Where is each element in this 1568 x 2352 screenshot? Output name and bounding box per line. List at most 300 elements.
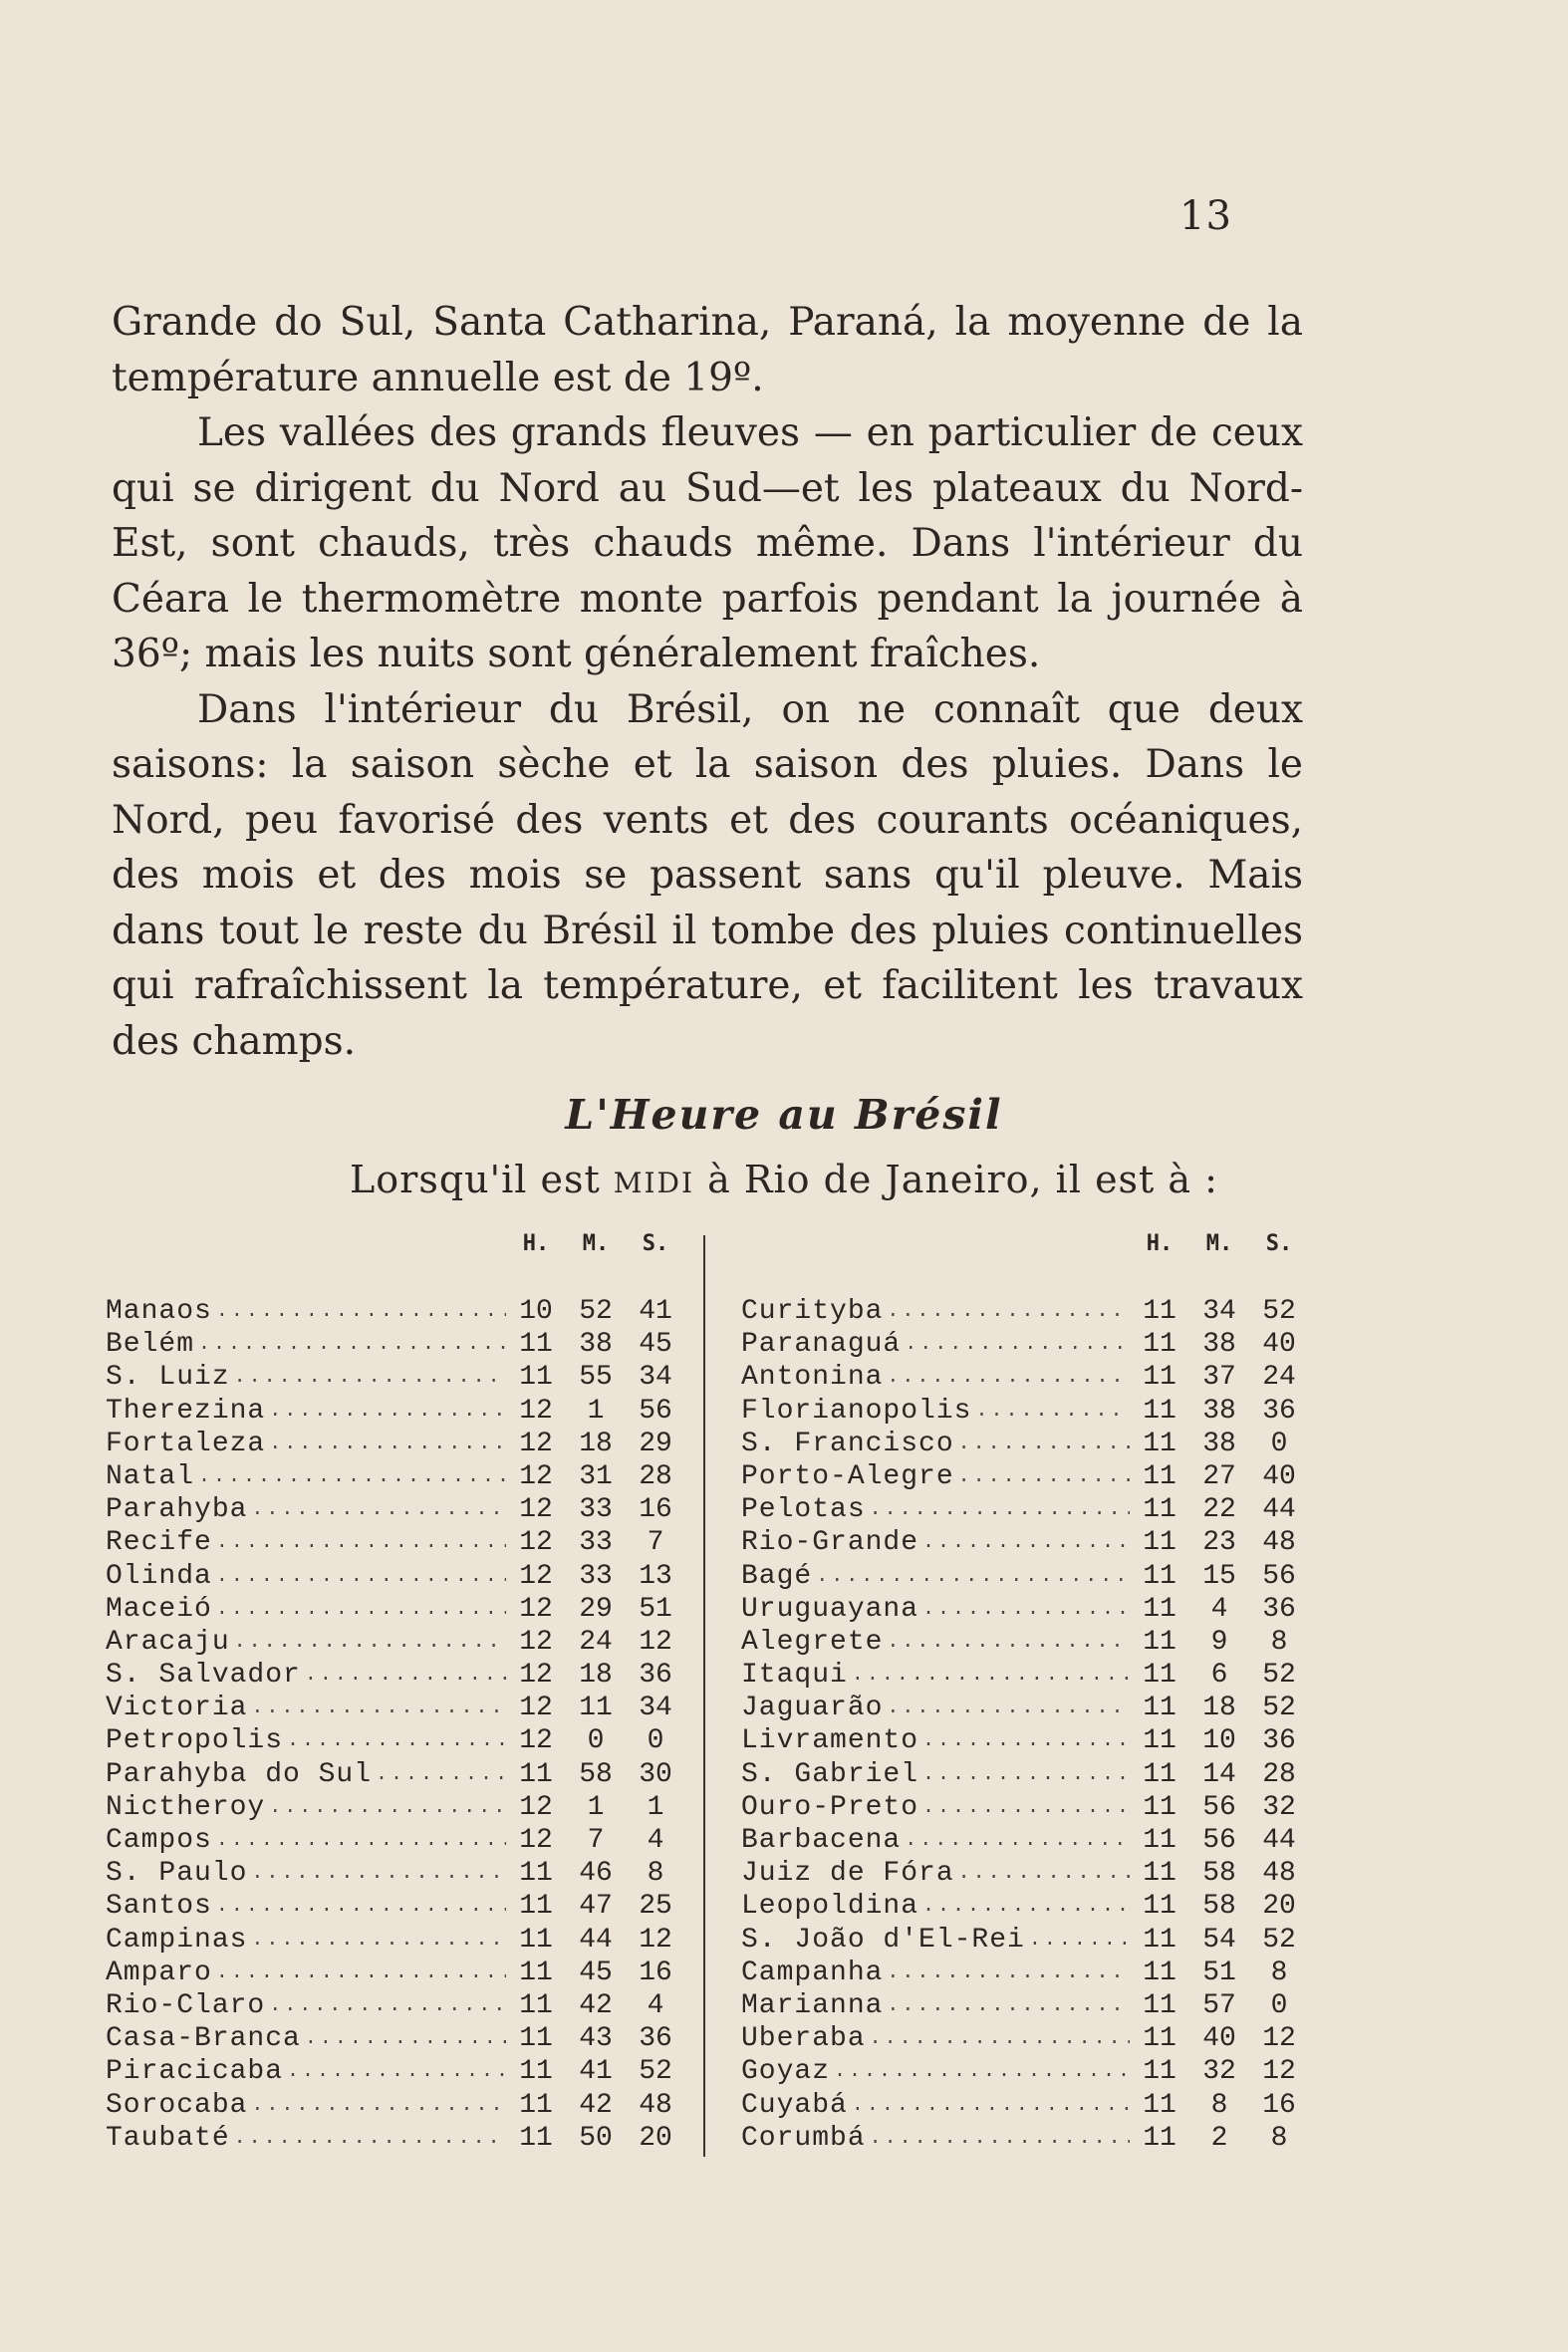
time-table-right	[741, 1231, 1309, 2155]
place-name: Aracaju	[106, 1626, 230, 1658]
col-header-minutes: M.	[582, 1231, 610, 1256]
place-name: Marianna	[741, 1989, 884, 2021]
place-cell	[741, 1924, 1130, 1957]
hours-cell: 11	[1143, 1825, 1176, 1856]
place-name: Rio-Claro	[106, 1989, 266, 2021]
hours-cell: 11	[1143, 1395, 1176, 1427]
table-row	[106, 1924, 685, 1957]
leader-dots	[834, 2055, 1130, 2088]
table-row	[106, 1989, 685, 2022]
place-name: Antonina	[741, 1362, 884, 1394]
minutes-cell: 18	[579, 1660, 613, 1692]
leader-dots	[287, 1724, 506, 1757]
section-title: L'Heure au Brésil	[565, 1091, 1003, 1139]
minutes-cell: 37	[1202, 1362, 1236, 1394]
table-row	[741, 1791, 1309, 1824]
page-number: 13	[1179, 193, 1232, 239]
leader-dots	[216, 1526, 506, 1559]
place-cell	[741, 1593, 1130, 1626]
seconds-cell: 8	[647, 1858, 664, 1890]
leader-dots	[216, 1295, 506, 1328]
table-row	[106, 1758, 685, 1791]
place-cell	[741, 1428, 1130, 1460]
hours-cell: 12	[519, 1395, 553, 1427]
seconds-cell: 51	[639, 1593, 672, 1625]
table-row	[741, 1593, 1309, 1626]
col-header-hours: H.	[1146, 1231, 1174, 1256]
place-cell	[741, 1659, 1130, 1692]
table-row	[106, 2055, 685, 2088]
seconds-cell: 12	[639, 1924, 672, 1956]
leader-dots	[216, 1593, 506, 1626]
seconds-cell: 36	[1262, 1725, 1296, 1757]
place-name: Curityba	[741, 1296, 884, 1327]
hours-cell: 12	[519, 1527, 553, 1559]
place-cell	[106, 1857, 506, 1890]
leader-dots	[1029, 1924, 1130, 1957]
seconds-cell: 20	[639, 2122, 672, 2154]
hours-cell: 11	[1143, 1725, 1176, 1757]
place-name: Nictheroy	[106, 1791, 266, 1823]
place-cell	[741, 1824, 1130, 1857]
place-name: S. Gabriel	[741, 1758, 919, 1790]
place-name: Amparo	[106, 1957, 212, 1988]
place-name: Corumbá	[741, 2122, 866, 2154]
leader-dots	[958, 1857, 1130, 1890]
seconds-cell: 29	[639, 1428, 672, 1459]
leader-dots	[887, 1295, 1130, 1328]
place-cell	[106, 1758, 506, 1791]
table-row	[106, 2122, 685, 2155]
minutes-cell: 33	[579, 1560, 613, 1592]
place-name: S. Salvador	[106, 1660, 301, 1692]
hours-cell: 12	[519, 1494, 553, 1526]
place-name: Cuyabá	[741, 2089, 848, 2121]
hours-cell: 12	[519, 1791, 553, 1823]
minutes-cell: 4	[1210, 1593, 1228, 1625]
seconds-cell: 0	[1270, 1428, 1288, 1459]
hours-cell: 11	[1143, 1428, 1176, 1459]
leader-dots	[958, 1428, 1130, 1460]
minutes-cell: 11	[579, 1693, 613, 1724]
table-row	[741, 1758, 1309, 1791]
minutes-cell: 18	[579, 1428, 613, 1459]
intro-text-after: à Rio de Janeiro, il est à :	[694, 1158, 1218, 1201]
table-row	[106, 1460, 685, 1493]
table-row	[741, 1957, 1309, 1989]
seconds-cell: 48	[639, 2089, 672, 2121]
paragraph: Les vallées des grands fleuves — en particulier de ceux qui se dirigent du Nord au Sud—et les plateaux du Nord-Est, sont chauds, très chauds même. Dans l'intérieur du Céara le thermomètre monte parfois pendant la journée à 36º; mais les nuits sont généralement fraîches.	[112, 410, 1303, 676]
place-cell	[741, 1526, 1130, 1559]
seconds-cell: 52	[1262, 1660, 1296, 1692]
table-row	[741, 2089, 1309, 2122]
place-cell	[741, 1791, 1130, 1824]
minutes-cell: 43	[579, 2023, 613, 2055]
seconds-cell: 56	[1262, 1560, 1296, 1592]
minutes-cell: 23	[1202, 1527, 1236, 1559]
leader-dots	[216, 1957, 506, 1989]
leader-dots	[234, 1626, 506, 1659]
seconds-cell: 52	[1262, 1924, 1296, 1956]
place-name: Livramento	[741, 1725, 919, 1757]
section-intro	[0, 1158, 1568, 1201]
hours-cell: 11	[519, 1758, 553, 1790]
table-row	[741, 1824, 1309, 1857]
table-row	[106, 1692, 685, 1724]
place-name: Casa-Branca	[106, 2023, 301, 2055]
place-cell	[106, 1560, 506, 1593]
seconds-cell: 8	[1270, 1626, 1288, 1658]
minutes-cell: 33	[579, 1527, 613, 1559]
place-cell	[741, 1328, 1130, 1361]
seconds-cell: 12	[1262, 2056, 1296, 2088]
place-cell	[741, 1989, 1130, 2022]
minutes-cell: 56	[1202, 1791, 1236, 1823]
hours-cell: 11	[519, 1924, 553, 1956]
leader-dots	[922, 1526, 1130, 1559]
seconds-cell: 52	[639, 2056, 672, 2088]
place-cell	[741, 1560, 1130, 1593]
table-row	[106, 1593, 685, 1626]
place-cell	[106, 1328, 506, 1361]
leader-dots	[234, 1361, 506, 1394]
seconds-cell: 7	[647, 1527, 664, 1559]
place-name: Victoria	[106, 1693, 248, 1724]
leader-dots	[887, 1626, 1130, 1659]
minutes-cell: 58	[1202, 1858, 1236, 1890]
leader-dots	[216, 1890, 506, 1923]
seconds-cell: 24	[1262, 1362, 1296, 1394]
place-cell	[106, 1659, 506, 1692]
place-name: Natal	[106, 1460, 195, 1492]
minutes-cell: 2	[1210, 2122, 1228, 2154]
place-cell	[106, 1989, 506, 2022]
hours-cell: 11	[1143, 2122, 1176, 2154]
leader-dots	[852, 2089, 1130, 2122]
table-row	[741, 1428, 1309, 1460]
leader-dots	[852, 1659, 1130, 1692]
seconds-cell: 4	[647, 1989, 664, 2021]
table-row	[741, 1328, 1309, 1361]
place-cell	[106, 1692, 506, 1724]
leader-dots	[816, 1560, 1130, 1593]
place-cell	[741, 2089, 1130, 2122]
place-cell	[741, 1724, 1130, 1757]
seconds-cell: 48	[1262, 1858, 1296, 1890]
table-row	[106, 1560, 685, 1593]
table-row	[106, 1526, 685, 1559]
seconds-cell: 34	[639, 1693, 672, 1724]
hours-cell: 12	[519, 1560, 553, 1592]
seconds-cell: 48	[1262, 1527, 1296, 1559]
minutes-cell: 27	[1202, 1460, 1236, 1492]
hours-cell: 11	[1143, 1924, 1176, 1956]
place-name: Santos	[106, 1891, 212, 1923]
table-row	[106, 1957, 685, 1989]
leader-dots	[922, 1890, 1130, 1923]
place-name: Manaos	[106, 1296, 212, 1327]
place-name: Fortaleza	[106, 1428, 266, 1459]
place-name: Campos	[106, 1825, 212, 1856]
minutes-cell: 51	[1202, 1957, 1236, 1988]
place-cell	[106, 1493, 506, 1526]
table-row	[106, 1395, 685, 1428]
table-row	[106, 1493, 685, 1526]
minutes-cell: 58	[579, 1758, 613, 1790]
minutes-cell: 56	[1202, 1825, 1236, 1856]
leader-dots	[251, 1493, 506, 1526]
minutes-cell: 38	[1202, 1428, 1236, 1459]
leader-dots	[870, 2122, 1130, 2155]
hours-cell: 11	[1143, 1460, 1176, 1492]
table-row	[741, 1460, 1309, 1493]
seconds-cell: 12	[1262, 2023, 1296, 2055]
col-header-minutes: M.	[1205, 1231, 1233, 1256]
minutes-cell: 45	[579, 1957, 613, 1988]
leader-dots	[922, 1791, 1130, 1824]
place-name: Ouro-Preto	[741, 1791, 919, 1823]
hours-cell: 11	[1143, 1593, 1176, 1625]
leader-dots	[287, 2055, 506, 2088]
time-table-left	[106, 1231, 685, 2155]
seconds-cell: 32	[1262, 1791, 1296, 1823]
paragraph: Dans l'intérieur du Brésil, on ne connaît que deux saisons: la saison sèche et la saison des pluies. Dans le Nord, peu favorisé des vents et des courants océaniques, des mois et des mois se passent sans qu'il pleuve. Mais dans tout le reste du Brésil il tombe des pluies continuelles qui rafraîchissent la température, et facilitent les travaux des champs.	[112, 686, 1303, 1064]
seconds-cell: 44	[1262, 1825, 1296, 1856]
minutes-cell: 40	[1202, 2023, 1236, 2055]
place-name: Campinas	[106, 1924, 248, 1956]
place-cell	[106, 2122, 506, 2155]
minutes-cell: 9	[1210, 1626, 1228, 1658]
hours-cell: 11	[519, 1362, 553, 1394]
hours-cell: 11	[1143, 1858, 1176, 1890]
minutes-cell: 18	[1202, 1693, 1236, 1724]
minutes-cell: 33	[579, 1494, 613, 1526]
table-row	[741, 1361, 1309, 1394]
leader-dots	[216, 1560, 506, 1593]
table-row	[741, 1526, 1309, 1559]
place-cell	[741, 2055, 1130, 2088]
seconds-cell: 16	[639, 1957, 672, 1988]
seconds-cell: 40	[1262, 1460, 1296, 1492]
minutes-cell: 58	[1202, 1891, 1236, 1923]
table-row	[741, 1857, 1309, 1890]
table-row	[741, 1890, 1309, 1923]
minutes-cell: 10	[1202, 1725, 1236, 1757]
hours-cell: 11	[519, 2089, 553, 2121]
place-cell	[741, 1692, 1130, 1724]
place-name: S. Francisco	[741, 1428, 954, 1459]
table-row	[106, 1361, 685, 1394]
minutes-cell: 29	[579, 1593, 613, 1625]
leader-dots	[922, 1593, 1130, 1626]
seconds-cell: 36	[1262, 1593, 1296, 1625]
place-cell	[741, 1460, 1130, 1493]
minutes-cell: 1	[587, 1395, 605, 1427]
place-name: Piracicaba	[106, 2056, 284, 2088]
hours-cell: 12	[519, 1428, 553, 1459]
hours-cell: 11	[1143, 1296, 1176, 1327]
hours-cell: 12	[519, 1725, 553, 1757]
place-cell	[106, 1791, 506, 1824]
table-row	[741, 2022, 1309, 2055]
hours-cell: 11	[1143, 1362, 1176, 1394]
minutes-cell: 22	[1202, 1494, 1236, 1526]
table-row	[741, 1924, 1309, 1957]
place-cell	[106, 1428, 506, 1460]
minutes-cell: 47	[579, 1891, 613, 1923]
hours-cell: 11	[519, 1329, 553, 1361]
minutes-cell: 55	[579, 1362, 613, 1394]
leader-dots	[216, 1824, 506, 1857]
leader-dots	[269, 1428, 506, 1460]
place-cell	[741, 2122, 1130, 2155]
place-cell	[741, 2022, 1130, 2055]
leader-dots	[376, 1758, 506, 1791]
seconds-cell: 36	[639, 2023, 672, 2055]
seconds-cell: 34	[639, 1362, 672, 1394]
place-name: Belém	[106, 1329, 195, 1361]
seconds-cell: 12	[639, 1626, 672, 1658]
place-name: Florianopolis	[741, 1395, 972, 1427]
table-row	[741, 1626, 1309, 1659]
place-name: Therezina	[106, 1395, 266, 1427]
col-header-seconds: S.	[1265, 1231, 1293, 1256]
table-row	[106, 2022, 685, 2055]
place-cell	[741, 1493, 1130, 1526]
minutes-cell: 38	[1202, 1395, 1236, 1427]
leader-dots	[870, 1493, 1130, 1526]
leader-dots	[234, 2122, 506, 2155]
place-cell	[741, 1957, 1130, 1989]
place-cell	[106, 1593, 506, 1626]
col-header-hours: H.	[522, 1231, 550, 1256]
seconds-cell: 16	[1262, 2089, 1296, 2121]
seconds-cell: 20	[1262, 1891, 1296, 1923]
hours-cell: 12	[519, 1693, 553, 1724]
seconds-cell: 40	[1262, 1329, 1296, 1361]
place-cell	[106, 1957, 506, 1989]
leader-dots	[305, 1659, 506, 1692]
minutes-cell: 32	[1202, 2056, 1236, 2088]
leader-dots	[922, 1758, 1130, 1791]
place-cell	[741, 1758, 1130, 1791]
table-row	[741, 1493, 1309, 1526]
hours-cell: 11	[519, 1957, 553, 1988]
hours-cell: 11	[519, 2023, 553, 2055]
place-name: Rio-Grande	[741, 1527, 919, 1559]
place-cell	[106, 1395, 506, 1428]
seconds-cell: 0	[1270, 1989, 1288, 2021]
minutes-cell: 8	[1210, 2089, 1228, 2121]
minutes-cell: 41	[579, 2056, 613, 2088]
place-name: Sorocaba	[106, 2089, 248, 2121]
hours-cell: 10	[519, 1296, 553, 1327]
place-name: Paranaguá	[741, 1329, 902, 1361]
minutes-cell: 31	[579, 1460, 613, 1492]
seconds-cell: 0	[647, 1725, 664, 1757]
hours-cell: 11	[519, 2056, 553, 2088]
place-name: Bagé	[741, 1560, 813, 1592]
intro-midi: MIDI	[613, 1167, 695, 1199]
place-name: Parahyba do Sul	[106, 1758, 373, 1790]
hours-cell: 11	[519, 2122, 553, 2154]
table-row	[741, 1659, 1309, 1692]
table-row	[106, 2089, 685, 2122]
seconds-cell: 52	[1262, 1693, 1296, 1724]
paragraph: Grande do Sul, Santa Catharina, Paraná, la moyenne de la température annuelle est de 19º.	[112, 300, 1303, 400]
seconds-cell: 1	[647, 1791, 664, 1823]
place-name: Porto-Alegre	[741, 1460, 954, 1492]
table-rows	[741, 1295, 1309, 2155]
hours-cell: 11	[1143, 1329, 1176, 1361]
seconds-cell: 13	[639, 1560, 672, 1592]
place-cell	[106, 2055, 506, 2088]
leader-dots	[887, 1361, 1130, 1394]
hours-cell: 12	[519, 1660, 553, 1692]
minutes-cell: 6	[1210, 1660, 1228, 1692]
hours-cell: 12	[519, 1460, 553, 1492]
minutes-cell: 38	[1202, 1329, 1236, 1361]
place-cell	[106, 1460, 506, 1493]
minutes-cell: 52	[579, 1296, 613, 1327]
place-cell	[106, 1824, 506, 1857]
minutes-cell: 42	[579, 1989, 613, 2021]
seconds-cell: 56	[639, 1395, 672, 1427]
hours-cell: 11	[1143, 1891, 1176, 1923]
place-name: Petropolis	[106, 1725, 284, 1757]
table-row	[106, 1890, 685, 1923]
col-header-seconds: S.	[642, 1231, 669, 1256]
hours-cell: 11	[1143, 2089, 1176, 2121]
leader-dots	[269, 1791, 506, 1824]
leader-dots	[198, 1460, 506, 1493]
leader-dots	[251, 1924, 506, 1957]
place-name: S. Luiz	[106, 1362, 230, 1394]
leader-dots	[305, 2022, 506, 2055]
table-row	[741, 1724, 1309, 1757]
table-row	[106, 1824, 685, 1857]
column-headers	[741, 1231, 1309, 1295]
minutes-cell: 38	[579, 1329, 613, 1361]
place-cell	[741, 1361, 1130, 1394]
place-name: S. João d'El-Rei	[741, 1924, 1025, 1956]
minutes-cell: 0	[587, 1725, 605, 1757]
seconds-cell: 4	[647, 1825, 664, 1856]
column-headers	[106, 1231, 685, 1295]
place-cell	[741, 1395, 1130, 1428]
table-row	[106, 1724, 685, 1757]
place-cell	[741, 1295, 1130, 1328]
place-name: Campanha	[741, 1957, 884, 1988]
leader-dots	[870, 2022, 1130, 2055]
body-text	[112, 295, 1303, 1069]
place-name: Alegrete	[741, 1626, 884, 1658]
place-name: Barbacena	[741, 1825, 902, 1856]
place-name: Jaguarão	[741, 1693, 884, 1724]
seconds-cell: 36	[639, 1660, 672, 1692]
minutes-cell: 14	[1202, 1758, 1236, 1790]
hours-cell: 11	[1143, 1989, 1176, 2021]
seconds-cell: 28	[639, 1460, 672, 1492]
intro-text-before: Lorsqu'il est	[350, 1158, 614, 1201]
leader-dots	[251, 1857, 506, 1890]
seconds-cell: 8	[1270, 2122, 1288, 2154]
place-cell	[106, 1924, 506, 1957]
leader-dots	[198, 1328, 506, 1361]
place-cell	[106, 2022, 506, 2055]
hours-cell: 11	[1143, 2023, 1176, 2055]
leader-dots	[887, 1989, 1130, 2022]
